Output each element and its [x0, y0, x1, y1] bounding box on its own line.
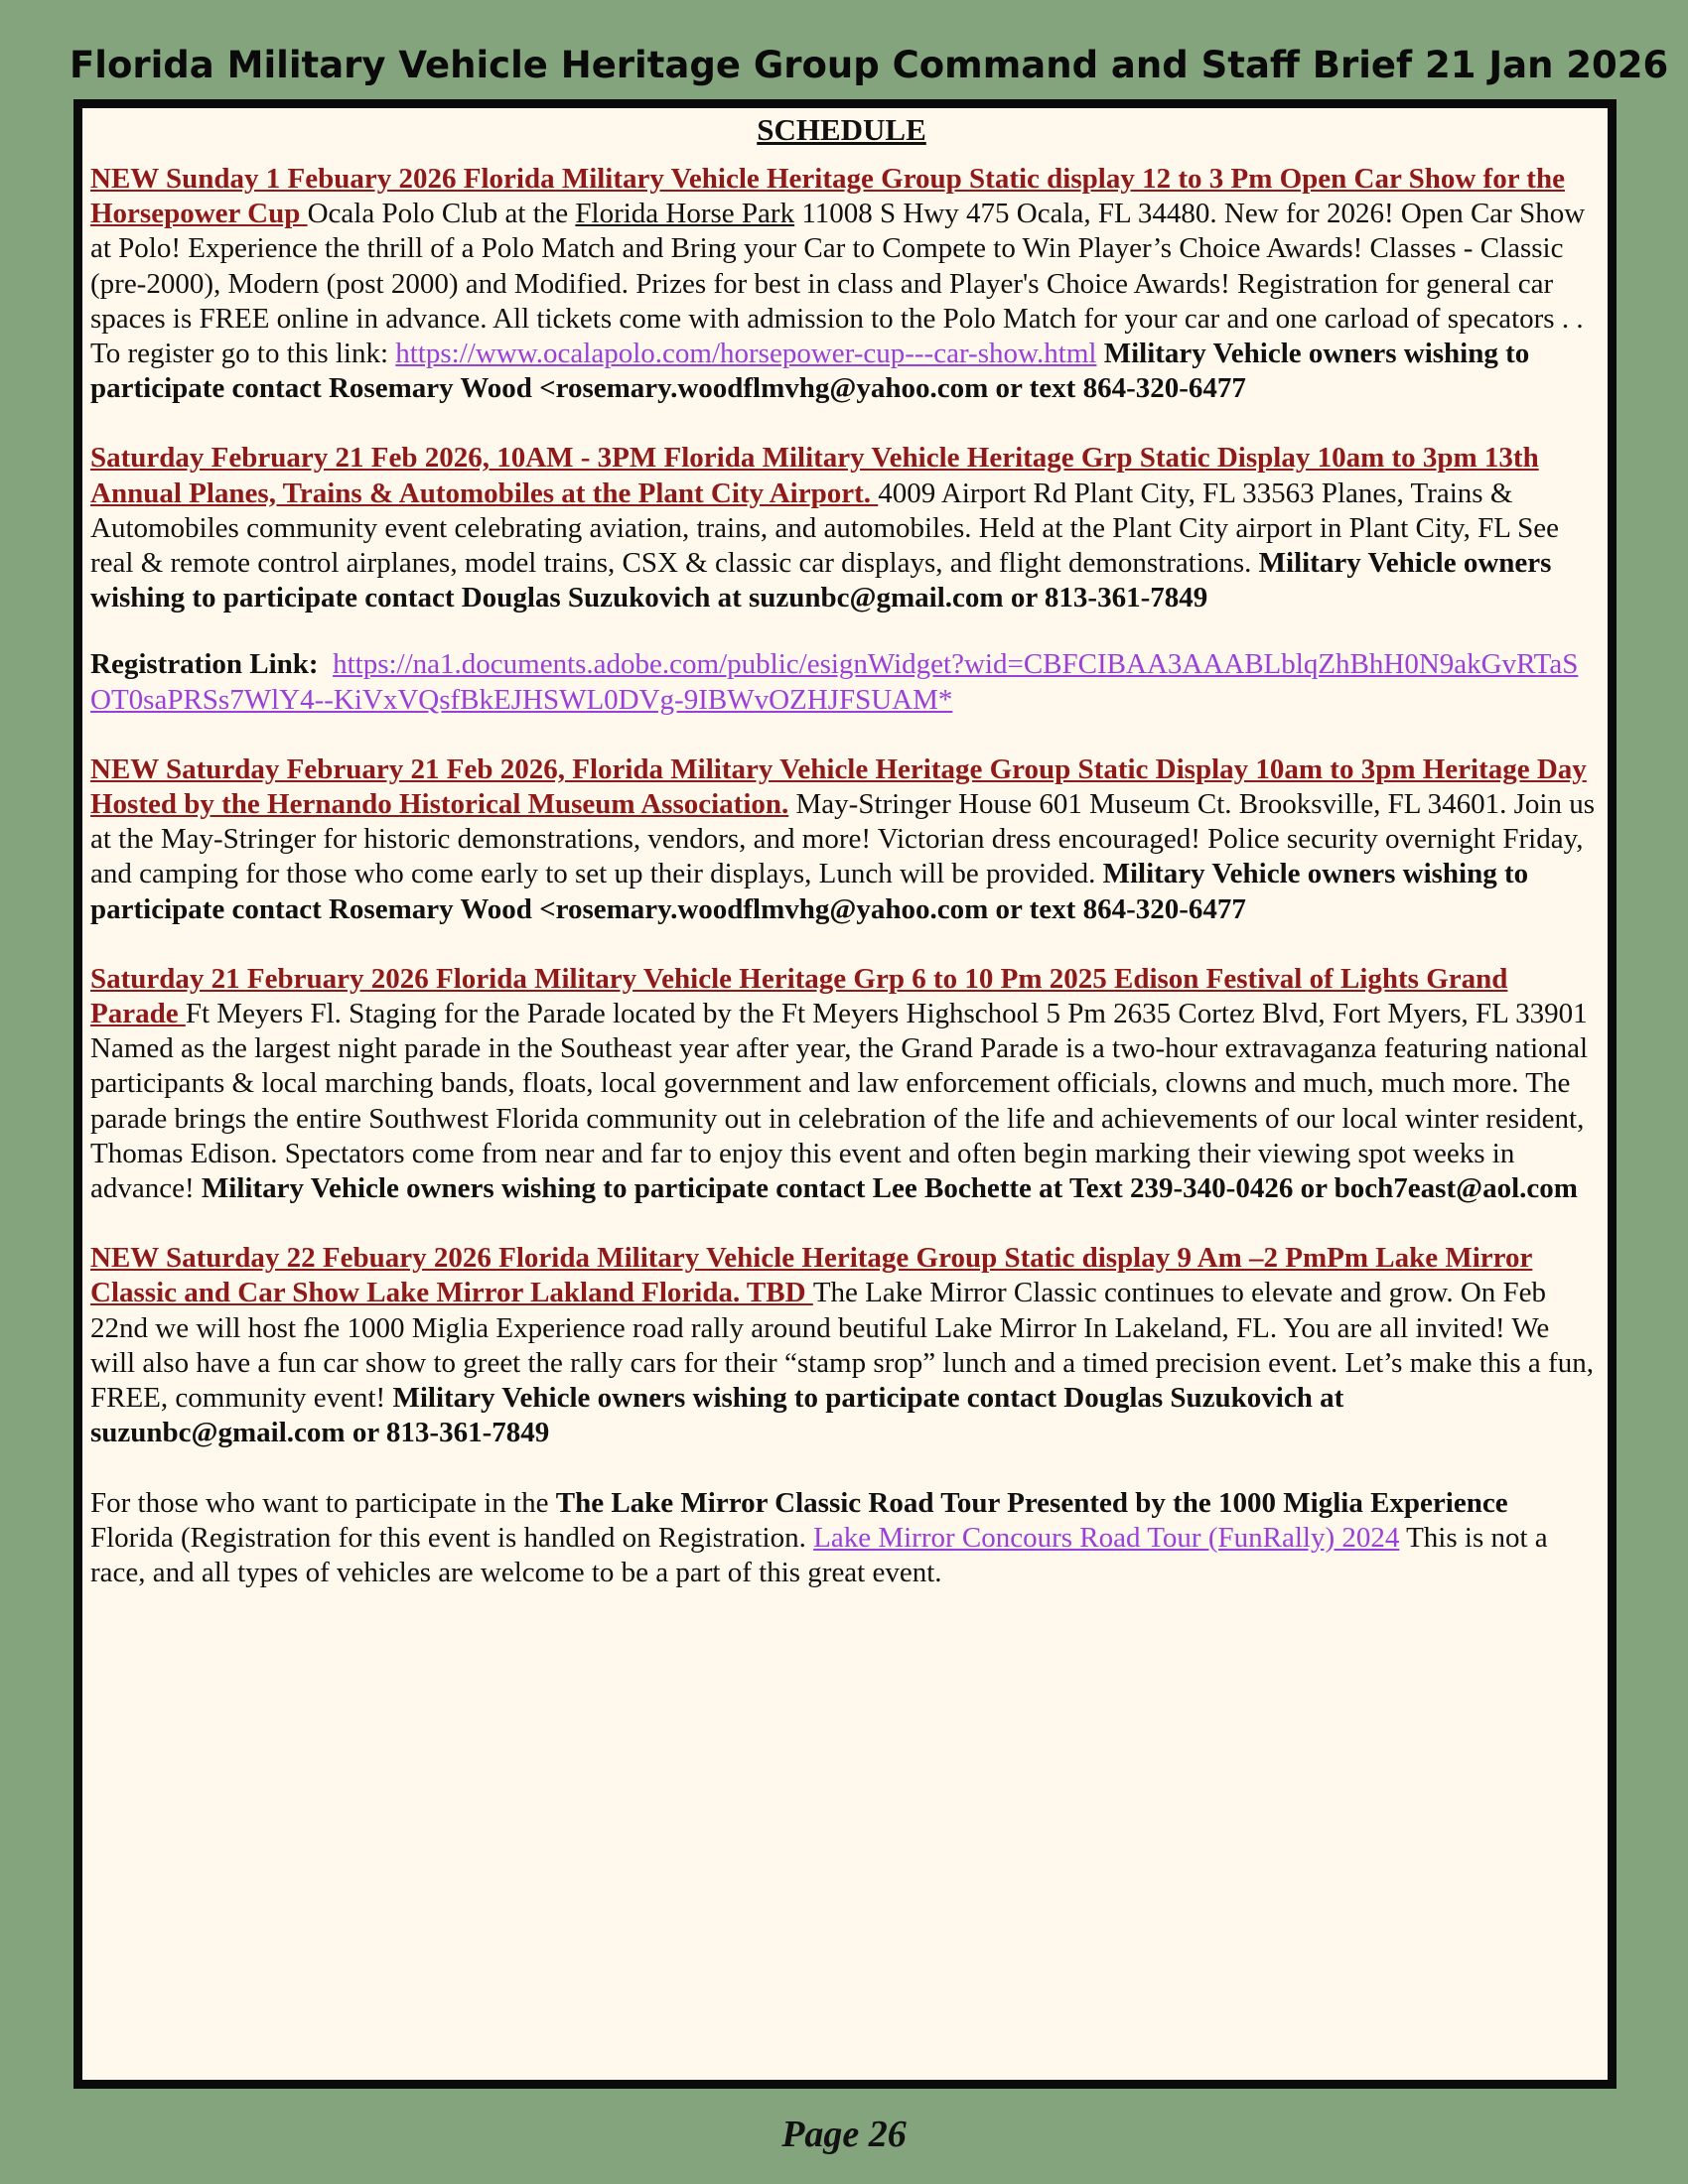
closing-paragraph: [90, 1486, 1595, 1591]
event-title: NEW Saturday February 21 Feb 2026, Florida Military Vehicle Heritage Group Static Display 10am to 3pm Heritage Day Hosted by the Hernando Historical Museum Association.: [90, 752, 1587, 821]
page-number: Page 26: [781, 2114, 907, 2155]
page-header-title: Florida Military Vehicle Heritage Group Command and Staff Brief 21 Jan 2026: [70, 44, 1669, 86]
event-text: Ocala Polo Club at the: [307, 198, 576, 230]
schedule-content: [80, 108, 1603, 1625]
event-contact: Military Vehicle owners wishing to participate contact Rosemary Wood <rosemary.woodflmvhg@yahoo.com or text 864-320-6477: [90, 338, 1530, 405]
event-edison-parade: [90, 962, 1595, 1206]
event-plant-city-airport: [90, 441, 1595, 615]
registration-link[interactable]: https://na1.documents.adobe.com/public/esignWidget?wid=CBFCIBAA3AAABLblqZhBhH0N9akGvRTaSOT0saPRSs7WlY4--KiVxVQsfBkEJHSWL0DVg-9IBWvOZHJFSUAM*: [90, 648, 1579, 716]
event-horsepower-cup: [90, 162, 1595, 406]
road-tour-link[interactable]: Lake Mirror Concours Road Tour (FunRally) 2024: [813, 1521, 1400, 1554]
event-contact: Military Vehicle owners wishing to participate contact Rosemary Wood <rosemary.woodflmvhg@yahoo.com or text 864-320-6477: [90, 858, 1529, 925]
venue-link[interactable]: Florida Horse Park: [575, 198, 795, 230]
event-text: The Lake Mirror Classic continues to elevate and grow. On Feb 22nd we will host fhe 1000 Miglia Experience road rally around beutiful Lake Mirror In Lakeland, FL. You are all invited! We will also have a fun car show to greet the rally cars for their “stamp srop” lunch and a timed precision event. Let’s make this a fun, FREE, community event!: [90, 1277, 1594, 1415]
event-text: May-Stringer House 601 Museum Ct. Brooksville, FL 34601. Join us at the May-Stringer for historic demonstrations, vendors, and more! Victorian dress encouraged! Police security overnight Friday, and camping for those who come early to set up their displays, Lunch will be provided.: [90, 788, 1595, 890]
event-lake-mirror: [90, 1241, 1595, 1450]
schedule-heading: SCHEDULE: [757, 112, 926, 147]
event-title: Saturday 21 February 2026 Florida Military Vehicle Heritage Grp 6 to 10 Pm 2025 Edison Festival of Lights Grand Parade: [90, 962, 1508, 1030]
event-text: Ft Meyers Fl. Staging for the Parade located by the Ft Meyers Highschool 5 Pm 2635 Cortez Blvd, Fort Myers, FL 33901 Named as the largest night parade in the Southeast year after year, the Grand Parade is a two-hour extravaganza featuring national participants & local marching bands, floats, local government and law enforcement officials, clowns and much, much more. The parade brings the entire Southwest Florida community out in celebration of the life and achievements of our local winter resident, Thomas Edison. Spectators come from near and far to enjoy this event and often begin marking their viewing spot weeks in advance!: [90, 998, 1589, 1205]
event-text: 11008 S Hwy 475 Ocala, FL 34480. New for 2026! Open Car Show at Polo! Experience the thrill of a Polo Match and Bring your Car to Compete to Win Player’s Choice Awards! Classes - Classic (pre-2000), Modern (post 2000) and Modified. Prizes for best in class and Player's Choice Awards! Registration for general car spaces is FREE online in advance. All tickets come with admission to the Polo Match for your car and one carload of specators . . To register go to this link:: [90, 198, 1586, 370]
closing-text: For those who want to participate in the: [90, 1486, 556, 1519]
closing-bold: The Lake Mirror Classic Road Tour Presented by the 1000 Miglia Experience: [555, 1486, 1508, 1519]
event-title: NEW Saturday 22 Febuary 2026 Florida Military Vehicle Heritage Group Static display 9 Am –2 PmPm Lake Mirror Classic and Car Show Lake Mirror Lakland Florida. TBD: [90, 1242, 1533, 1309]
registration-block: [90, 647, 1595, 717]
closing-text: Florida (Registration for this event is handled on Registration.: [90, 1521, 814, 1554]
event-contact: Military Vehicle owners wishing to participate contact Lee Bochette at Text 239-340-0426 or boch7east@aol.com: [201, 1172, 1578, 1205]
registration-label: Registration Link:: [90, 648, 319, 681]
event-title: NEW Sunday 1 Febuary 2026 Florida Military Vehicle Heritage Group Static display 12 to 3 Pm Open Car Show for the Horsepower Cup: [90, 163, 1565, 230]
event-contact: Military Vehicle owners wishing to participate contact Douglas Suzukovich at suzunbc@gmail.com or 813-361-7849: [90, 547, 1552, 614]
event-heritage-day: [90, 752, 1595, 927]
event-title: Saturday February 21 Feb 2026, 10AM - 3PM Florida Military Vehicle Heritage Grp Static Display 10am to 3pm 13th Annual Planes, Trains & Automobiles at the Plant City Airport.: [90, 442, 1539, 509]
closing-text: This is not a race, and all types of vehicles are welcome to be a part of this great event.: [90, 1521, 1548, 1588]
event-contact: Military Vehicle owners wishing to participate contact Douglas Suzukovich at suzunbc@gmail.com or 813-361-7849: [90, 1382, 1344, 1449]
event-text: 4009 Airport Rd Plant City, FL 33563 Planes, Trains & Automobiles community event celebrating aviation, trains, and automobiles. Held at the Plant City airport in Plant City, FL See real & remote control airplanes, model trains, CSX & classic car displays, and flight demonstrations.: [90, 477, 1559, 580]
registration-link[interactable]: https://www.ocalapolo.com/horsepower-cup---car-show.html: [395, 338, 1097, 370]
